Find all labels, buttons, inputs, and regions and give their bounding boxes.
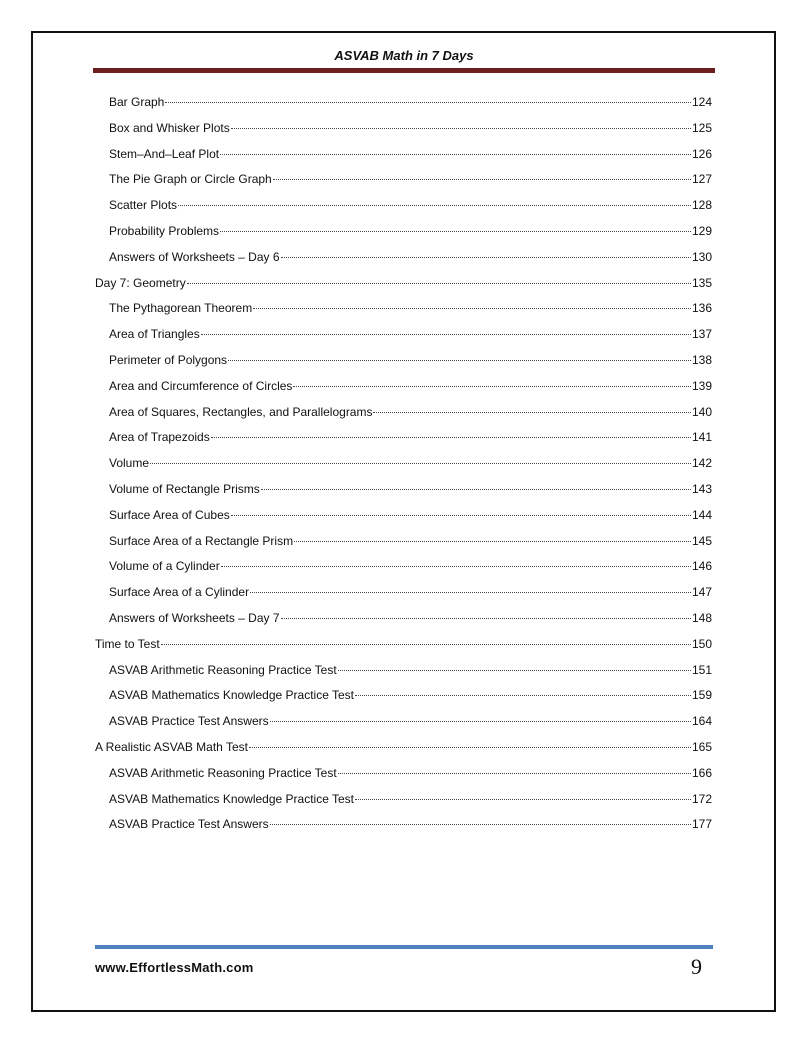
- toc-entry[interactable]: [95, 503, 712, 529]
- toc-entry-page: 126: [691, 146, 712, 161]
- toc-entry-title: Stem–And–Leaf Plot: [109, 146, 220, 161]
- toc-dot-leader: [270, 824, 691, 825]
- toc-entry[interactable]: [95, 451, 712, 477]
- toc-entry-page: 125: [691, 120, 712, 135]
- toc-entry[interactable]: [95, 812, 712, 838]
- toc-entry-title: Answers of Worksheets – Day 7: [109, 610, 280, 625]
- toc-entry-title: Volume of Rectangle Prisms: [109, 481, 260, 496]
- toc-entry-title: Day 7: Geometry: [95, 275, 186, 290]
- toc-entry[interactable]: [95, 683, 712, 709]
- toc-entry-title: Probability Problems: [109, 223, 220, 238]
- toc-entry-page: 164: [691, 714, 712, 729]
- toc-entry-page: 147: [691, 585, 712, 600]
- toc-entry-page: 129: [691, 223, 712, 238]
- toc-entry-title: Surface Area of a Cylinder: [109, 585, 250, 600]
- toc-entry-page: 142: [691, 456, 712, 471]
- toc-entry[interactable]: [95, 580, 712, 606]
- toc-dot-leader: [373, 412, 690, 413]
- toc-dot-leader: [161, 644, 691, 645]
- toc-entry-title: ASVAB Practice Test Answers: [109, 817, 269, 832]
- toc-entry-page: 128: [691, 198, 712, 213]
- toc-dot-leader: [221, 566, 691, 567]
- toc-entry[interactable]: [95, 116, 712, 142]
- toc-entry[interactable]: [95, 477, 712, 503]
- toc-dot-leader: [261, 489, 691, 490]
- toc-entry-title: Volume of a Cylinder: [109, 559, 220, 574]
- toc-entry[interactable]: [95, 554, 712, 580]
- toc-entry-title: Perimeter of Polygons: [109, 352, 228, 367]
- toc-entry-page: 124: [691, 95, 712, 109]
- header-rule: [93, 68, 715, 73]
- toc-entry-page: 148: [691, 610, 712, 625]
- page-number: 9: [691, 954, 702, 979]
- toc-entry-page: 138: [691, 352, 712, 367]
- toc-entry[interactable]: [95, 658, 712, 684]
- toc-entry[interactable]: [95, 90, 712, 116]
- toc-entry-title: ASVAB Mathematics Knowledge Practice Test: [109, 688, 355, 703]
- toc-entry-title: Scatter Plots: [109, 198, 178, 213]
- toc-dot-leader: [220, 154, 691, 155]
- toc-dot-leader: [293, 386, 691, 387]
- toc-entry-title: Bar Graph: [109, 95, 165, 109]
- toc-entry[interactable]: [95, 322, 712, 348]
- toc-entry-title: Area of Triangles: [109, 327, 200, 342]
- toc-entry-title: Time to Test: [95, 636, 160, 651]
- toc-dot-leader: [228, 360, 691, 361]
- toc-entry[interactable]: [95, 709, 712, 735]
- toc-entry-page: 177: [691, 817, 712, 832]
- toc-entry-title: Box and Whisker Plots: [109, 120, 230, 135]
- toc-entry-page: 144: [691, 507, 712, 522]
- toc-entry-page: 139: [691, 378, 712, 393]
- toc-entry[interactable]: [95, 632, 712, 658]
- toc-entry-title: Surface Area of Cubes: [109, 507, 230, 522]
- toc-dot-leader: [250, 592, 691, 593]
- toc-entry[interactable]: [95, 787, 712, 813]
- toc-entry-title: Area and Circumference of Circles: [109, 378, 293, 393]
- toc-entry[interactable]: [95, 271, 712, 297]
- toc-entry-page: 137: [691, 327, 712, 342]
- toc-entry-title: The Pie Graph or Circle Graph: [109, 172, 272, 187]
- footer-website: www.EffortlessMath.com: [95, 960, 254, 975]
- toc-entry[interactable]: [95, 400, 712, 426]
- toc-entry-page: 136: [691, 301, 712, 316]
- toc-entry-title: Surface Area of a Rectangle Prism: [109, 533, 294, 548]
- toc-entry[interactable]: [95, 219, 712, 245]
- toc-entry-title: ASVAB Arithmetic Reasoning Practice Test: [109, 662, 337, 677]
- toc-dot-leader: [253, 308, 691, 309]
- toc-entry-title: Answers of Worksheets – Day 6: [109, 249, 280, 264]
- toc-entry-title: Area of Squares, Rectangles, and Parallelograms: [109, 404, 373, 419]
- toc-entry-page: 135: [691, 275, 712, 290]
- toc-dot-leader: [150, 463, 691, 464]
- toc-entry[interactable]: [95, 606, 712, 632]
- toc-entry[interactable]: [95, 167, 712, 193]
- toc-entry-title: The Pythagorean Theorem: [109, 301, 253, 316]
- toc-entry-page: 146: [691, 559, 712, 574]
- toc-entry-page: 172: [691, 791, 712, 806]
- toc-entry-page: 127: [691, 172, 712, 187]
- toc-entry[interactable]: [95, 193, 712, 219]
- toc-dot-leader: [231, 515, 691, 516]
- toc-entry-page: 165: [691, 739, 712, 754]
- toc-entry-page: 151: [691, 662, 712, 677]
- toc-entry-page: 141: [691, 430, 712, 445]
- toc-entry[interactable]: [95, 245, 712, 271]
- toc-entry-page: 150: [691, 636, 712, 651]
- toc-entry[interactable]: [95, 142, 712, 168]
- toc-dot-leader: [249, 747, 691, 748]
- toc-entry-page: 159: [691, 688, 712, 703]
- toc-entry[interactable]: [95, 374, 712, 400]
- toc-entry-title: ASVAB Mathematics Knowledge Practice Test: [109, 791, 355, 806]
- toc-dot-leader: [273, 179, 691, 180]
- toc-dot-leader: [355, 799, 691, 800]
- table-of-contents: [95, 90, 712, 838]
- toc-entry-title: Area of Trapezoids: [109, 430, 210, 445]
- footer-rule: [95, 945, 713, 949]
- toc-dot-leader: [338, 773, 691, 774]
- toc-dot-leader: [187, 283, 691, 284]
- toc-dot-leader: [281, 618, 691, 619]
- toc-dot-leader: [355, 695, 691, 696]
- toc-entry-title: ASVAB Arithmetic Reasoning Practice Test: [109, 765, 337, 780]
- toc-entry[interactable]: [95, 735, 712, 761]
- toc-dot-leader: [220, 231, 691, 232]
- toc-entry-page: 166: [691, 765, 712, 780]
- toc-entry-page: 140: [691, 404, 712, 419]
- toc-dot-leader: [338, 670, 691, 671]
- toc-entry[interactable]: [95, 296, 712, 322]
- toc-entry-page: 130: [691, 249, 712, 264]
- toc-dot-leader: [165, 102, 691, 103]
- toc-dot-leader: [294, 541, 691, 542]
- toc-entry[interactable]: [95, 425, 712, 451]
- toc-entry[interactable]: [95, 348, 712, 374]
- toc-entry[interactable]: [95, 529, 712, 555]
- toc-dot-leader: [211, 437, 691, 438]
- toc-dot-leader: [281, 257, 691, 258]
- toc-dot-leader: [178, 205, 691, 206]
- toc-entry-title: ASVAB Practice Test Answers: [109, 714, 269, 729]
- toc-dot-leader: [270, 721, 691, 722]
- running-header-title: ASVAB Math in 7 Days: [334, 48, 474, 63]
- toc-entry[interactable]: [95, 761, 712, 787]
- toc-entry-title: A Realistic ASVAB Math Test: [95, 739, 248, 754]
- toc-entry-page: 145: [691, 533, 712, 548]
- toc-dot-leader: [201, 334, 691, 335]
- toc-entry-title: Volume: [109, 456, 150, 471]
- toc-entry-page: 143: [691, 481, 712, 496]
- toc-dot-leader: [231, 128, 691, 129]
